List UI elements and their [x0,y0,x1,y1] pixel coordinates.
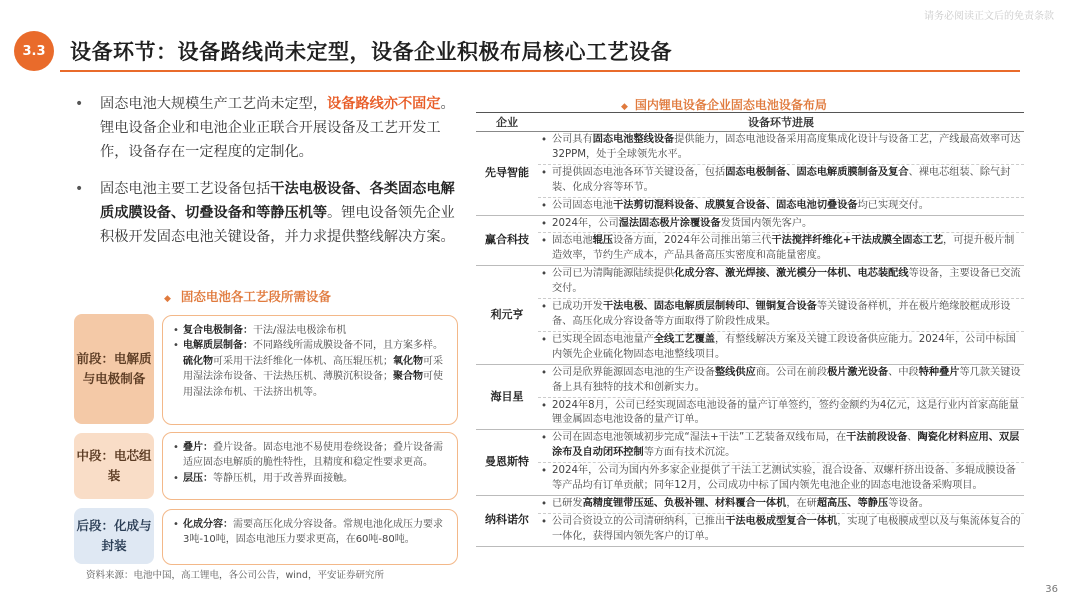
equipment-item: • 电解质层制备：不同路线所需成膜设备不同，且方案多样。硫化物可采用干法纤维化一体机、高压辊压机；氧化物可采用湿法涂布设备、干法热压机、薄膜沉积设备；聚合物可使用湿法涂布机、干法挤出机等。 [173,340,443,398]
progress-cell: • 2024年8月，公司已经实现固态电池设备的量产订单签约，签约金额约为4亿元，这是行业内首家高能量锂金属固态电池设备的量产订单。 [538,397,1024,430]
table-row [476,132,1024,165]
table-row [476,463,1024,496]
bullet-text: 。锂电设备企业和电池企业正联合开展设备及工艺开发工作，设备存在一定程度的定制化。 [100,96,455,160]
bullet-text: 固态电池主要工艺设备包括 [100,181,271,197]
table-row [476,331,1024,364]
header-progress: 设备环节进展 [538,113,1024,132]
header-company: 企业 [476,113,538,132]
diamond-icon: ◆ [621,102,628,112]
bullet-text: 固态电池大规模生产工艺尚未定型， [100,96,328,112]
company-cell: 先导智能 [476,132,538,216]
bullet-highlight: 设备路线亦不固定 [327,96,441,112]
stage-box-mid [162,432,458,500]
progress-cell: • 公司已为清陶能源陆续提供化成分容、激光焊接、激光模分一体机、电芯装配线等设备，主要设备已交流交付。 [538,266,1024,299]
table-row [476,233,1024,266]
equipment-item: • 叠片：叠片设备。固态电池不易使用卷绕设备；叠片设备需适应固态电解质的脆性特性，且精度和稳定性要求更高。 [173,442,443,469]
title-divider [60,70,1020,72]
equipment-item: • 化成分容：需要高压化成分容设备。常规电池化成压力要求3吨-10吨，固态电池压力要求更高，在60吨-80吨。 [173,519,443,546]
bullet-highlight: 干法电极设备、各类固态电解质成膜设备、切叠设备和等静压机等 [100,181,455,221]
table-row [476,299,1024,332]
summary-bullets [70,92,460,262]
company-cell: 纳科诺尔 [476,495,538,546]
bullet-text: 。锂电设备领先企业积极开发固态电池关键设备，并力求提供整线解决方案。 [100,205,455,245]
progress-cell: • 已研发高精度锂带压延、负极补锂、材料覆合一体机，在研超高压、等静压等设备。 [538,495,1024,513]
table-row [476,495,1024,513]
stage-box-front [162,315,458,425]
section-badge: 3.3 [14,31,54,71]
progress-cell: • 可提供固态电池各环节关键设备，包括固态电极制备、固态电解质膜制备及复合、裸电芯组装、除气封装、化成分容等环节。 [538,164,1024,197]
stage-label-back: 后段：化成与封装 [74,508,154,564]
progress-cell: • 公司在固态电池领域初步完成“湿法+干法”工艺装备双线布局，在干法前段设备、陶瓷化材料应用、双层涂布及自动闭环控制等方面有技术沉淀。 [538,430,1024,463]
company-cell: 曼恩斯特 [476,430,538,496]
process-title: ◆ 固态电池各工艺段所需设备 [164,289,331,304]
table-row [476,364,1024,397]
bullet-dot-icon: • [75,96,84,112]
progress-cell: • 已实现全固态电池量产全线工艺覆盖，有整线解决方案及关键工段设备供应能力。2024年，公司中标国内领先企业硫化物固态电池整线项目。 [538,331,1024,364]
table-row [476,197,1024,215]
bullet-dot-icon: • [75,181,84,197]
page-title: 设备环节：设备路线尚未定型，设备企业积极布局核心工艺设备 [70,40,672,64]
stage-label-mid: 中段：电芯组装 [74,433,154,499]
diamond-icon: ◆ [164,294,171,304]
table-row [476,430,1024,463]
table-title: ◆ 国内锂电设备企业固态电池设备布局 [621,98,827,112]
table-row [476,513,1024,546]
progress-cell: • 2024年，公司为国内外多家企业提供了干法工艺测试实验，混合设备、双螺杆挤出设备、多辊成膜设备等产品均有订单贡献；同年12月，公司成功中标了国内领先电池企业的固态电池设备采购项目。 [538,463,1024,496]
company-cell: 赢合科技 [476,215,538,266]
progress-cell: • 固态电池辊压设备方面，2024年公司推出第三代干法搅拌纤维化+干法成膜全固态工艺，可提升极片制造效率，节约生产成本，产品具备高压实密度和高能量密度。 [538,233,1024,266]
table-row [476,397,1024,430]
progress-cell: • 2024年，公司湿法固态极片涂覆设备发货国内领先客户。 [538,215,1024,233]
summary-bullet [70,177,460,249]
source-note: 资料来源：电池中国，高工锂电，各公司公告，wind，平安证券研究所 [86,570,384,581]
table-header-row [476,113,1024,132]
progress-cell: • 已成功开发干法电极、固态电解质层制转印、锂铜复合设备等关键设备样机，并在极片绝缘胶框成形设备、高压化成分容设备等方面取得了阶段性成果。 [538,299,1024,332]
table-row [476,215,1024,233]
summary-bullet [70,92,460,164]
progress-cell: • 公司固态电池干法剪切混料设备、成膜复合设备、固态电池切叠设备均已实现交付。 [538,197,1024,215]
equipment-item: • 复合电极制备：干法/湿法电极涂布机 [173,325,347,336]
page-number: 36 [1045,584,1058,595]
company-cell: 海目星 [476,364,538,430]
disclaimer: 请务必阅读正文后的免责条款 [924,11,1054,22]
progress-cell: • 公司合资设立的公司清研纳科，已推出干法电极成型复合一体机，实现了电极膜成型以及与集流体复合的一体化，获得国内领先客户的订单。 [538,513,1024,546]
company-cell: 利元亨 [476,266,538,364]
equipment-item: • 层压：等静压机，用于改善界面接触。 [173,472,353,484]
stage-label-front: 前段：电解质与电极制备 [74,314,154,424]
progress-cell: • 公司具有固态电池整线设备提供能力，固态电池设备采用高度集成化设计与设备工艺，产线最高效率可达32PPM，处于全球领先水平。 [538,132,1024,165]
table-row [476,164,1024,197]
progress-cell: • 公司是欣界能源固态电池的生产设备整线供应商。公司在前段极片激光设备、中段特种叠片等几款关键设备上具有独特的技术和创新实力。 [538,364,1024,397]
company-table [476,112,1024,547]
table-row [476,266,1024,299]
stage-box-back [162,509,458,565]
